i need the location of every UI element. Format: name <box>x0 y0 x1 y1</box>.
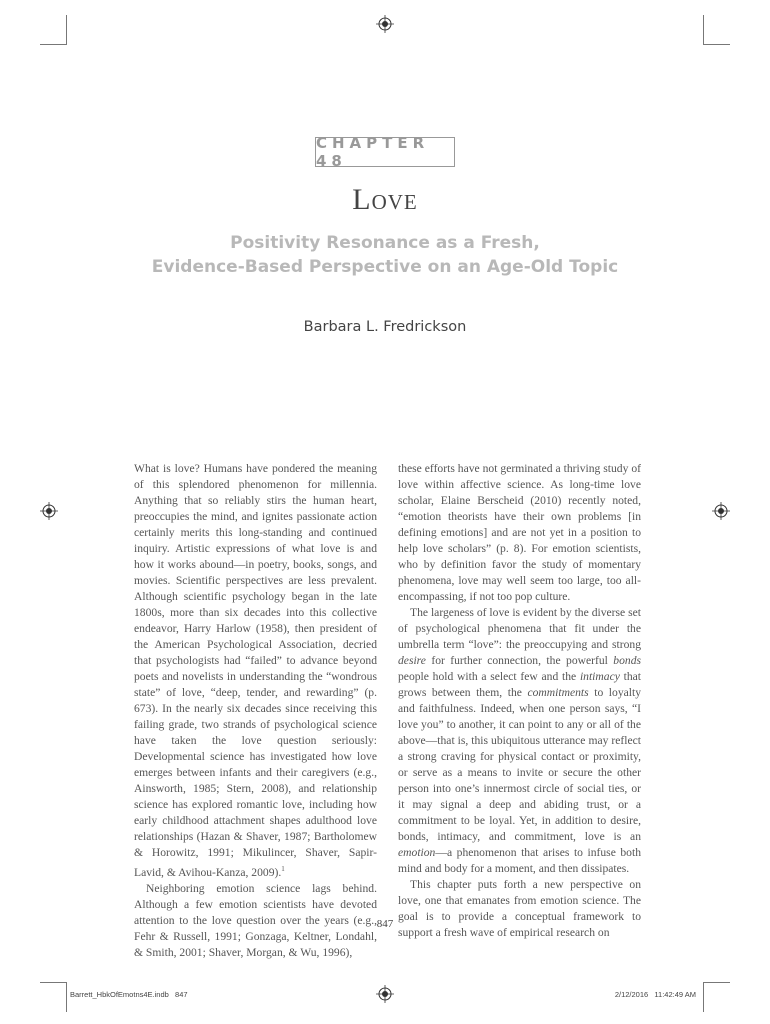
paragraph-text: to loyalty and faithfulness. Indeed, when one person says, “I love you” to another, it can point to any or all of the above—that is, this ubiquitous utterance may reflect a strong craving for physical contact or proximity, or serve as a means to invite or secure the other person into one’s innermost circle of social ties, or it may signal a deep and abiding trust, or a commitment to be loyal. Yet, in addition to desire, bonds, intimacy, and commitment, love is an <box>398 686 641 843</box>
crop-mark-top-right <box>703 15 704 45</box>
footer-timestamp: 2/12/2016 11:42:49 AM <box>614 990 696 999</box>
chapter-label-box <box>315 134 455 170</box>
emphasis: bonds <box>613 654 641 667</box>
paragraph-text: What is love? Humans have pondered the meaning of this splendored phenomenon for millennia. Anything that so reliably stirs the human heart, preoccupies the mind, and ignites passionate action certainly merits this long-standing and continued inquiry. Artistic expressions of what love is and how it works abound—in poetry, books, songs, and movies. Scientific perspectives are less prevalent. Although scientific psychology began in the late 1800s, more than six decades into this collective endeavor, Harry Harlow (1958), then president of the American Psychological Association, decried that psychologists had “failed” to advance beyond poets and novelists in understanding the “wondrous state” of love, “deep, tender, and rewarding” (p. 673). In the nearly six decades since receiving this failing grade, two strands of psychological science have taken the love question seriously: Developmental science has investigated how love emerges between infants and their caregivers (e.g., Ainsworth, 1985; Stern, 2008), and relationship science has explored romantic love, including how early childhood attachment shapes adulthood love relationships (Hazan & Shaver, 1987; Bartholomew & Horowitz, 1991; Mikulincer, Shaver, Sapir-Lavid, & Avihou-Kanza, 2009). <box>134 462 377 879</box>
crop-mark-top-left <box>66 15 67 45</box>
paragraph: This chapter puts forth a new perspective on love, one that emanates from emotion science. The goal is to provide a conceptual framework to support a fresh wave of empirical research on <box>398 878 641 939</box>
paragraph-text: —a phenomenon that arises to infuse both mind and body for a moment, and then dissipates. <box>398 846 641 875</box>
footer-filename: Barrett_HbkOfEmotns4E.indb 847 <box>70 990 188 999</box>
emphasis: desire <box>398 654 426 667</box>
paragraph: these efforts have not germinated a thriving study of love within affective science. As long-time love scholar, Elaine Berscheid (2010) recently noted, “emotion theorists have their own problems [in defining emotions] and are not yet in a position to help love scholars” (p. 8). For emotion scientists, who by definition favor the study of momentary phenomena, love may well seem too large, too all-encompassing, if not too pop culture. <box>398 462 641 603</box>
chapter-subtitle <box>0 231 770 279</box>
page-number: 847 <box>376 918 394 930</box>
emphasis: intimacy <box>579 670 620 683</box>
crop-mark-bottom-right-h <box>704 982 730 983</box>
crop-mark-top-right-h <box>704 44 730 45</box>
paragraph <box>398 605 641 877</box>
paragraph <box>134 461 377 881</box>
chapter-title: Love <box>352 183 418 216</box>
body-column-left <box>134 461 377 961</box>
registration-mark-icon <box>40 502 58 520</box>
author-name: Barbara L. Fredrickson <box>303 319 467 335</box>
body-column-right <box>398 461 641 941</box>
crop-mark-bottom-left-h <box>40 982 66 983</box>
crop-mark-bottom-left <box>66 982 67 1012</box>
crop-mark-bottom-right <box>703 982 704 1012</box>
registration-mark-icon <box>376 985 394 1003</box>
paragraph: Neighboring emotion science lags behind. Although a few emotion scientists have devoted attention to the love question over the years (e.g., Fehr & Russell, 1991; Gonzaga, Keltner, Londahl, & Smith, 2001; Shaver, Morgan, & Wu, 1996), <box>134 881 377 959</box>
paragraph-text: that grows between them, the <box>398 670 641 699</box>
subtitle-line-2: Evidence-Based Perspective on an Age-Old Topic <box>151 257 619 277</box>
chapter-label: CHAPTER 48 <box>316 134 430 170</box>
emphasis: emotion <box>398 846 436 859</box>
emphasis: commitments <box>527 686 589 699</box>
paragraph-text: for further connection, the powerful <box>425 654 614 667</box>
paragraph-text: people hold with a select few and the <box>398 670 580 683</box>
paragraph-text: The largeness of love is evident by the diverse set of psychological phenomena that fit under the umbrella term “love”: the preoccupying and strong <box>398 606 641 651</box>
footnote-marker: 1 <box>281 865 285 873</box>
registration-mark-icon <box>712 502 730 520</box>
subtitle-line-1: Positivity Resonance as a Fresh, <box>230 233 540 253</box>
crop-mark-top-left-h <box>40 44 66 45</box>
registration-mark-icon <box>376 15 394 33</box>
